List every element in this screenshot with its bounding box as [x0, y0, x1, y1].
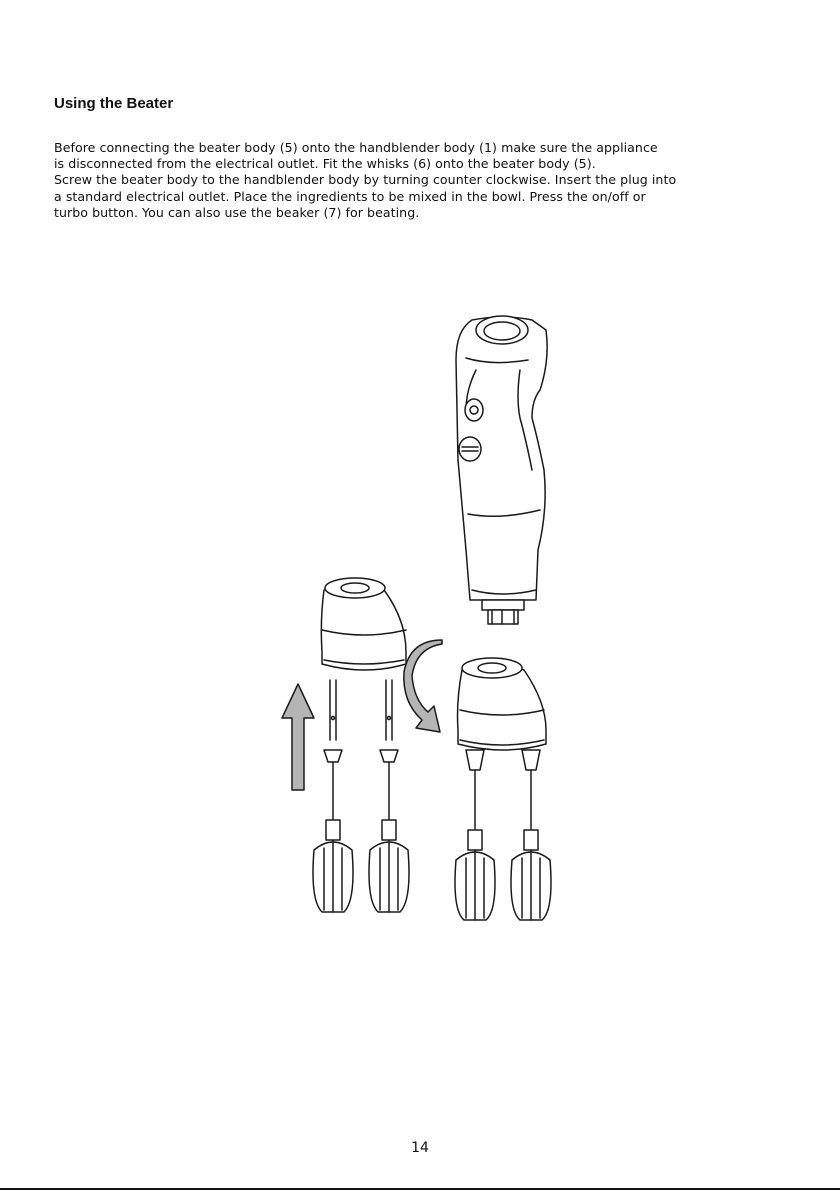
paragraph-line: Screw the beater body to the handblender body by turning counter clockwise. Insert the plug into [54, 172, 677, 188]
bottom-rule [0, 1188, 840, 1190]
paragraph-line: Before connecting the beater body (5) onto the handblender body (1) make sure the appliance [54, 140, 658, 155]
paragraph-line: is disconnected from the electrical outlet. Fit the whisks (6) onto the beater body (5). [54, 156, 596, 172]
whisk-icon [511, 750, 551, 920]
whisk-icon [313, 680, 353, 912]
page-number: 14 [411, 1140, 429, 1156]
rotate-arrow-icon [404, 640, 442, 732]
paragraph-line: turbo button. You can also use the beaker (7) for beating. [54, 204, 420, 220]
paragraph-line: a standard electrical outlet. Place the ingredients to be mixed in the bowl. Press the on/off or [54, 188, 646, 204]
assembly-illustration [270, 300, 590, 930]
section-heading: Using the Beater [54, 95, 174, 112]
beater-body-icon [458, 658, 547, 750]
instruction-paragraph [54, 140, 754, 221]
whisk-icon [369, 680, 409, 912]
up-arrow-icon [282, 684, 314, 790]
beater-body-icon [321, 578, 406, 670]
whisk-icon [455, 750, 495, 920]
handblender-body-icon [456, 316, 547, 624]
